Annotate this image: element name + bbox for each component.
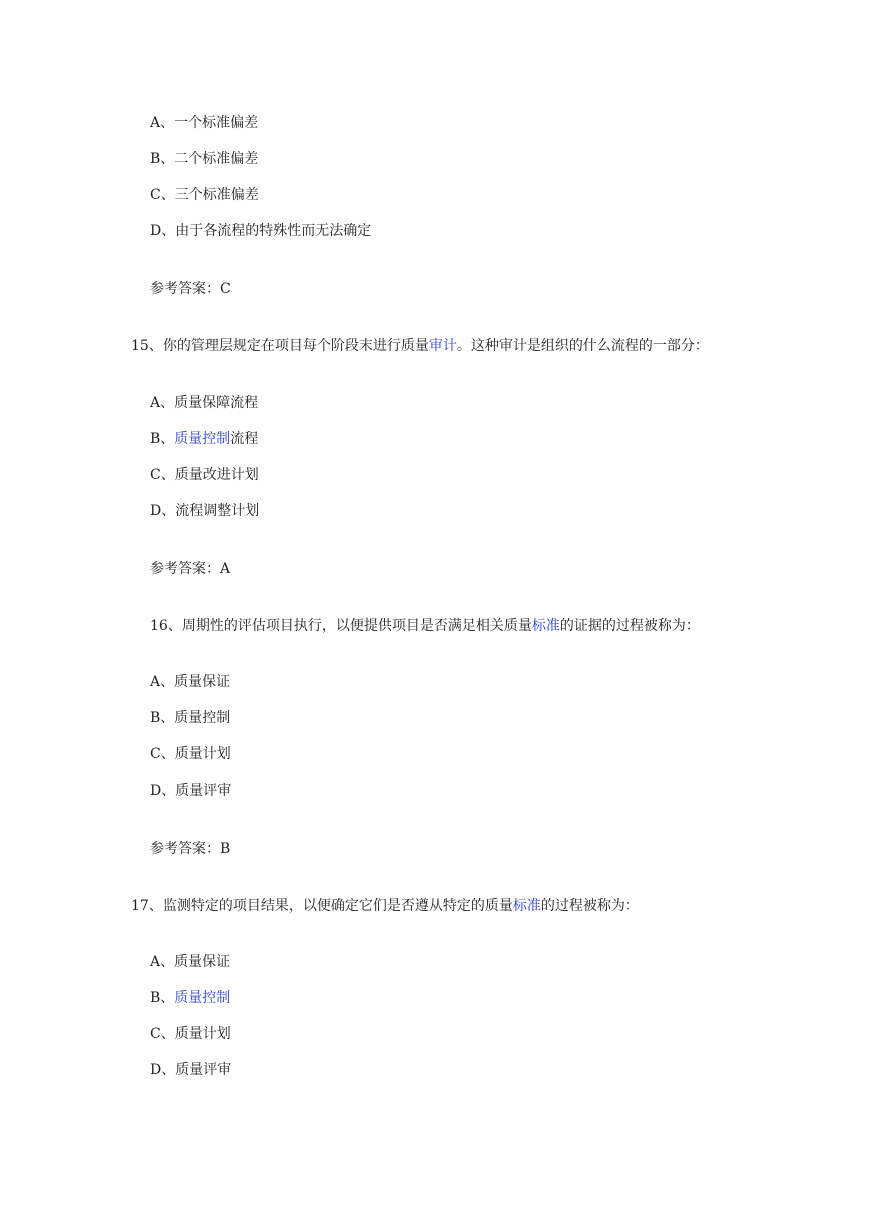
option-text: 质量评审: [175, 783, 232, 799]
option-prefix: A、: [150, 395, 175, 411]
option-prefix: B、: [150, 151, 175, 167]
stem-text: 的证据的过程被称为：: [559, 618, 700, 634]
q17-stem: [131, 896, 639, 916]
option-prefix: B、: [150, 990, 175, 1006]
option-text: 质量计划: [174, 1026, 231, 1042]
q15-option-a: [150, 393, 258, 413]
q14-option-a: [150, 113, 258, 133]
option-prefix: A、: [150, 115, 175, 131]
option-prefix: D、: [150, 223, 176, 239]
q14-option-d: [150, 221, 371, 241]
q17-option-c: [150, 1024, 231, 1044]
q15-stem: [131, 336, 709, 356]
q15-option-c: [150, 465, 259, 485]
q14-answer: 参考答案：C: [150, 281, 231, 297]
option-link-quality-control[interactable]: 质量控制: [174, 990, 231, 1006]
option-link-quality-control[interactable]: 质量控制: [174, 431, 231, 447]
q17-option-d: [150, 1060, 231, 1080]
option-text: 质量改进计划: [174, 467, 259, 483]
option-text: 流程: [230, 431, 259, 447]
q14-option-b: [150, 149, 258, 169]
stem-text: 15、你的管理层规定在项目每个阶段末进行质量: [131, 338, 429, 354]
q16-answer: 参考答案：B: [150, 841, 231, 857]
q16-stem: [150, 616, 700, 636]
stem-text: 17、监测特定的项目结果，以便确定它们是否遵从特定的质量: [131, 898, 513, 914]
option-prefix: C、: [150, 467, 175, 483]
q17-option-a: [150, 952, 230, 972]
option-prefix: C、: [150, 746, 175, 762]
option-prefix: D、: [150, 783, 176, 799]
option-text: 由于各流程的特殊性而无法确定: [175, 223, 372, 239]
option-text: 二个标准偏差: [174, 151, 259, 167]
q16-option-a: [150, 672, 230, 692]
stem-link-audit[interactable]: 审计: [428, 338, 457, 354]
option-prefix: A、: [150, 954, 175, 970]
option-text: 质量保障流程: [174, 395, 259, 411]
stem-text: 。这种审计是组织的什么流程的一部分：: [456, 338, 709, 354]
option-text: 三个标准偏差: [174, 187, 259, 203]
q16-option-d: [150, 781, 231, 801]
q15-answer: 参考答案：A: [150, 561, 231, 577]
q16-option-c: [150, 744, 231, 764]
option-text: 质量保证: [174, 954, 231, 970]
option-text: 一个标准偏差: [174, 115, 259, 131]
q15-option-b: [150, 429, 258, 449]
stem-text: 16、周期性的评估项目执行，以便提供项目是否满足相关质量: [150, 618, 532, 634]
q14-option-c: [150, 185, 259, 205]
q17-option-b: [150, 988, 230, 1008]
option-text: 质量控制: [174, 710, 231, 726]
stem-text: 的过程被称为：: [540, 898, 639, 914]
option-text: 流程调整计划: [175, 503, 260, 519]
option-prefix: C、: [150, 1026, 175, 1042]
option-prefix: B、: [150, 710, 175, 726]
option-prefix: D、: [150, 1062, 176, 1078]
option-prefix: B、: [150, 431, 175, 447]
stem-link-standard[interactable]: 标准: [512, 898, 541, 914]
option-text: 质量评审: [175, 1062, 232, 1078]
q16-option-b: [150, 708, 230, 728]
option-prefix: D、: [150, 503, 176, 519]
option-text: 质量计划: [174, 746, 231, 762]
option-prefix: A、: [150, 674, 175, 690]
option-prefix: C、: [150, 187, 175, 203]
q15-option-d: [150, 501, 259, 521]
option-text: 质量保证: [174, 674, 231, 690]
stem-link-standard[interactable]: 标准: [531, 618, 560, 634]
